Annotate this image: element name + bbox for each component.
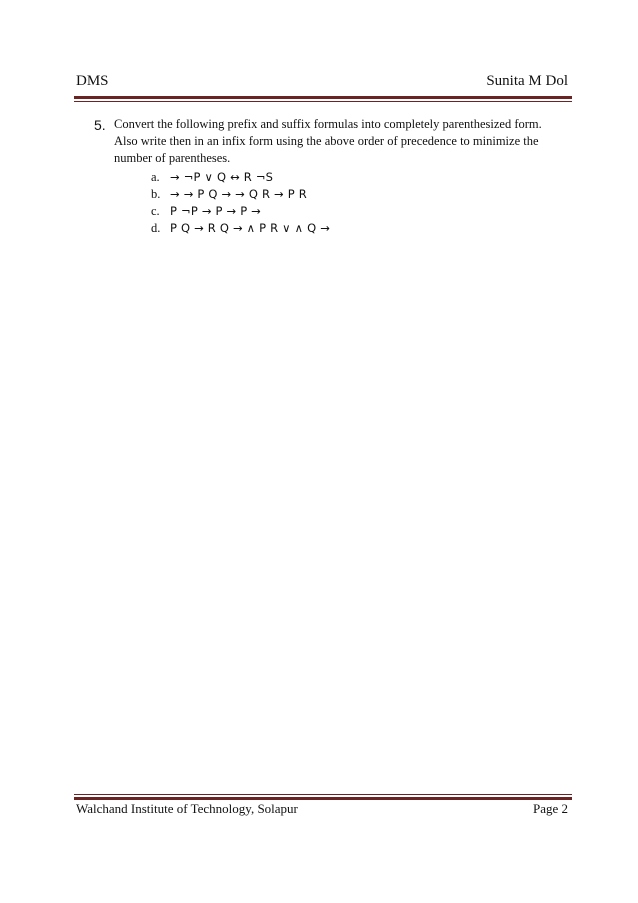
- question-number: 5.: [94, 117, 106, 133]
- page-footer: [76, 801, 568, 821]
- question-line: Also write then in an infix form using the above order of precedence to minimize the: [114, 134, 539, 148]
- question-line: number of parentheses.: [114, 151, 231, 165]
- formula-expression: → → P Q → → Q R → P R: [170, 187, 307, 201]
- page-header: [76, 72, 568, 94]
- page-number: Page 2: [532, 801, 568, 816]
- question-line: Convert the following prefix and suffix formulas into completely parenthesized form.: [114, 117, 542, 131]
- formula-item-label: b.: [151, 187, 161, 201]
- formula-expression: P Q → R Q → ∧ P R ∨ ∧ Q →: [170, 221, 331, 235]
- footer-rule-thin: [74, 794, 572, 795]
- formula-list: [151, 169, 566, 237]
- formula-expression: → ¬P ∨ Q ↔ R ¬S: [170, 170, 274, 184]
- formula-item: [151, 169, 566, 186]
- formula-item: [151, 186, 566, 203]
- formula-item-label: d.: [151, 221, 161, 235]
- header-author: Sunita M Dol: [486, 73, 568, 89]
- formula-item-label: a.: [151, 170, 160, 184]
- header-rule-thick: [74, 96, 572, 99]
- formula-expression: P ¬P → P → P →: [170, 204, 262, 218]
- header-rule-thin: [74, 101, 572, 102]
- formula-item: [151, 203, 566, 220]
- question-block: [94, 116, 566, 237]
- formula-item-label: c.: [151, 204, 160, 218]
- question-text: [114, 116, 566, 237]
- footer-institution: Walchand Institute of Technology, Solapur: [76, 801, 298, 816]
- formula-item: [151, 220, 566, 237]
- header-course-title: DMS: [76, 73, 109, 89]
- footer-rule-thick: [74, 797, 572, 800]
